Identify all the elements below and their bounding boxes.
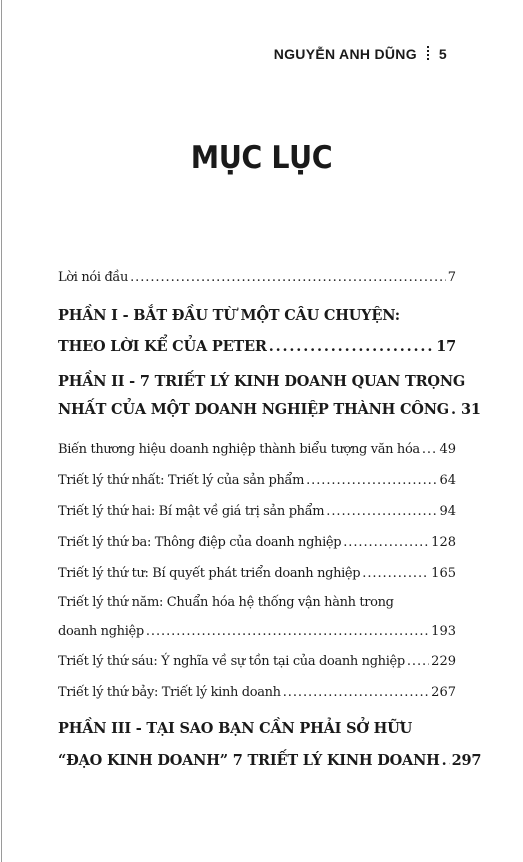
leader-dots <box>269 338 435 355</box>
toc-entry-label: Triết lý thứ bảy: Triết lý kinh doanh <box>58 685 281 700</box>
leader-dots <box>451 401 459 418</box>
page-number: 5 <box>438 46 447 62</box>
toc-entry-label: doanh nghiệp <box>58 624 144 639</box>
toc-entry-label: Triết lý thứ tư: Bí quyết phát triển doanh nghiệp <box>58 566 361 581</box>
toc-entry-page: 31 <box>460 401 481 418</box>
toc-part-1[interactable] <box>58 338 456 355</box>
running-header <box>274 46 447 62</box>
toc-entry-preface[interactable] <box>58 270 456 285</box>
toc-entry-page: 193 <box>431 624 456 639</box>
toc-entry-chapter[interactable] <box>58 654 456 669</box>
leader-dots <box>442 752 450 769</box>
toc-entry-page: 64 <box>439 473 456 488</box>
toc-entry-chapter[interactable] <box>58 473 456 488</box>
toc-entry-page: 49 <box>439 442 456 457</box>
toc-entry-page: 7 <box>447 270 456 285</box>
toc-part-3-line1[interactable]: PHẦN III - TẠI SAO BẠN CẦN PHẢI SỞ HỮU <box>58 720 413 737</box>
toc-entry-page: 267 <box>431 685 456 700</box>
toc-part-1-line1[interactable]: PHẦN I - BẮT ĐẦU TỪ MỘT CÂU CHUYỆN: <box>58 307 400 324</box>
leader-dots <box>407 654 429 669</box>
toc-part-2-line1[interactable]: PHẦN II - 7 TRIẾT LÝ KINH DOANH QUAN TRỌNG <box>58 373 466 390</box>
leader-dots <box>283 685 429 700</box>
toc-entry-page: 94 <box>439 504 456 519</box>
leader-dots <box>362 566 429 581</box>
leader-dots <box>306 473 437 488</box>
toc-part-3[interactable] <box>58 752 482 769</box>
toc-entry-page: 297 <box>451 752 482 769</box>
leader-dots <box>343 535 429 550</box>
author-name: NGUYỄN ANH DŨNG <box>273 46 417 62</box>
toc-entry-page: 229 <box>431 654 456 669</box>
page-title: MỤC LỤC <box>190 140 333 176</box>
toc-entry-label: Triết lý thứ sáu: Ý nghĩa về sự tồn tại của doanh nghiệp <box>58 654 405 669</box>
toc-entry-chapter[interactable] <box>58 442 456 457</box>
toc-entry-label: NHẤT CỦA MỘT DOANH NGHIỆP THÀNH CÔNG <box>58 401 449 418</box>
toc-entry-page: 17 <box>436 338 456 355</box>
toc-entry-chapter[interactable] <box>58 566 456 581</box>
toc-entry-chapter[interactable] <box>58 685 456 700</box>
toc-entry-chapter[interactable] <box>58 624 456 639</box>
toc-entry-label: Biến thương hiệu doanh nghiệp thành biểu tượng văn hóa <box>58 442 420 457</box>
toc-entry-label: Triết lý thứ ba: Thông điệp của doanh nghiệp <box>58 535 342 550</box>
toc-entry-chapter[interactable] <box>58 535 456 550</box>
toc-entry-chapter[interactable] <box>58 504 456 519</box>
toc-entry-chapter-line1[interactable]: Triết lý thứ năm: Chuẩn hóa hệ thống vận hành trong <box>58 595 394 610</box>
leader-dots <box>422 442 438 457</box>
toc-entry-page: 165 <box>431 566 456 581</box>
header-separator <box>427 46 429 62</box>
toc-entry-label: “ĐẠO KINH DOANH” 7 TRIẾT LÝ KINH DOANH <box>58 752 440 769</box>
toc-entry-page: 128 <box>431 535 456 550</box>
toc-entry-label: THEO LỜI KỂ CỦA PETER <box>58 338 267 355</box>
page-edge <box>1 0 2 862</box>
toc-part-2[interactable] <box>58 401 481 418</box>
leader-dots <box>130 270 446 285</box>
toc-entry-label: Lời nói đầu <box>58 270 129 285</box>
leader-dots <box>146 624 429 639</box>
leader-dots <box>326 504 437 519</box>
toc-entry-label: Triết lý thứ nhất: Triết lý của sản phẩm <box>58 473 305 488</box>
toc-entry-label: Triết lý thứ hai: Bí mật về giá trị sản phẩm <box>58 504 325 519</box>
